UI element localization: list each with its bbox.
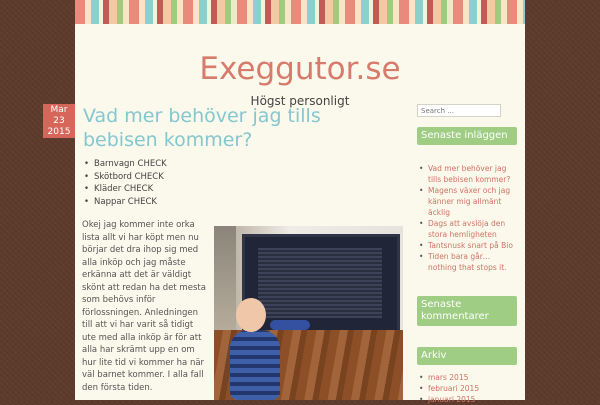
post-date-day: 23: [53, 116, 65, 126]
post-date-badge: [43, 104, 75, 138]
post-body-text: Okej jag kommer inte orka lista allt vi har köpt men nu börjar det dra ihop sig med alla inköp och jag måste erkänna att det är väldigt skönt att redan ha det mesta som behövs inför förlossningen. Anledningen till att vi har varit så tidigt ute med alla inköp är för att alla har skrämt upp en om hur lite tid vi kommer ha när väl barnet kommer. I alla fall den första tiden.: [82, 220, 206, 393]
archive-link[interactable]: • januari 2015: [418, 394, 518, 405]
list-item: • Kläder CHECK: [84, 183, 167, 196]
recent-post-link[interactable]: • Dags att avslöja den stora hemligheten: [418, 218, 518, 240]
site-title[interactable]: Exeggutor.se: [199, 51, 401, 87]
archive-list: [418, 372, 518, 405]
recent-post-link[interactable]: • Vad mer behöver jag tills bebisen kommer?: [418, 163, 518, 185]
archive-link[interactable]: • februari 2015: [418, 383, 518, 394]
post-photo-baby-crib[interactable]: [214, 226, 403, 400]
header-stripe-banner: [75, 0, 525, 24]
recent-post-link[interactable]: • Tiden bara går… nothing that stops it.: [418, 251, 518, 273]
search-input[interactable]: [417, 104, 501, 117]
list-item: • Skötbord CHECK: [84, 171, 167, 184]
photo-baby-body: [230, 330, 280, 400]
post-date-month: Mar: [50, 105, 68, 115]
recent-post-link[interactable]: • Magens växer och jag känner mig allmänt äcklig: [418, 185, 518, 218]
archive-heading: Arkiv: [417, 347, 517, 365]
list-item: • Barnvagn CHECK: [84, 158, 167, 171]
recent-posts-heading: Senaste inläggen: [417, 127, 517, 145]
recent-post-link[interactable]: • Tantsnusk snart på Bio: [418, 240, 518, 251]
post-checklist: [84, 158, 167, 208]
post-title[interactable]: Vad mer behöver jag tills bebisen kommer?: [83, 105, 321, 151]
post-date-year: 2015: [47, 127, 71, 137]
recent-posts-list: [418, 163, 518, 273]
photo-baby-arm: [270, 320, 310, 330]
photo-crib-mesh: [258, 248, 382, 318]
archive-link[interactable]: • mars 2015: [418, 372, 518, 383]
site-tagline: Högst personligt: [250, 94, 350, 108]
photo-shelf: [214, 226, 236, 336]
photo-baby-head: [236, 298, 266, 332]
list-item: • Nappar CHECK: [84, 196, 167, 209]
recent-comments-heading: Senaste kommentarer: [417, 296, 517, 326]
